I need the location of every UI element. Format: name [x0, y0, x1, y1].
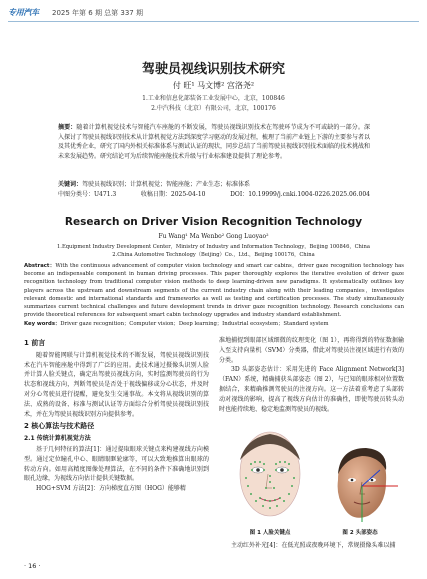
- figure-face-landmarks: [224, 424, 316, 524]
- affiliation-cn: 2.中汽科技（北京）有限公司，北京，100176: [151, 105, 276, 112]
- section-heading: 2 核心算法与技术路径: [24, 422, 95, 431]
- paragraph: 基于几何特征的算法[1]：通过提取眼球关键点来构建视线方向模型。通过定位瞳孔中心、眼睛眼眶轮廓等，可以大致地推算出眼球的转动方向。如用高精度图像处理算法，在不同的条件下准确地识别到眼孔边缘，为视线方向估计提供关键数据。: [24, 445, 209, 483]
- affiliation-en: 2.China Automotive Technology（Beijing）Co.，Ltd.，Beijing 100176，China: [112, 252, 315, 258]
- paragraph: 3D 头部姿态估计：采用先进的 Face Alignment Network[3]（FAN）系统，精确捕获头部姿态（图 2），与已知的眼球相对位置数据结合，来精确推测驾驶员的注视方向。这一方法着重考虑了头部转动对视线的影响，提高了视线方向估计的准确性，即使驾驶员转头动时也能持续地、稳定地监测驾驶员的视线。: [219, 366, 404, 413]
- abstract-cn-text: 随着计算机视觉技术与智能汽车座舱的不断发展，驾驶员视线识别技术在驾驶环节成为不可或缺的一部分。深入探讨了驾驶员视线识别技术从计算机视觉方法到深度学习驱动的发展过程，梳理了当前产业链上下游的主要参与者以及其优秀企业，研究了国内外相关标准体系与测试认证的现状，同步总结了当前驾驶员视线识别技术面临的技术挑战和未来发展趋势。研究结论可为后续智能座舱技术升级与行业标准建设提供了理论参考。: [58, 124, 371, 160]
- figure-head-pose: [318, 440, 402, 524]
- journal-logo: 专用汽车: [8, 8, 39, 17]
- paper-title-en: Research on Driver Vision Recognition Technology: [64, 216, 363, 228]
- paragraph: HOG+SVM 方法[2]：方向梯度直方图（HOG）能够精: [36, 485, 186, 493]
- affiliations-en: [0, 243, 427, 259]
- keywords-cn-text: 驾驶员视线识别；计算机视觉；智能座舱；产业生态；标准体系: [82, 181, 251, 188]
- article-meta-cn: [58, 190, 370, 199]
- paragraph: 随着智能网联与计算机视觉技术的不断发展，驾驶员视线识别技术在汽车智能座舱中得到了广泛的应用。此技术通过摄像头识别人脸并计算人脸关键点，确定出驾驶员视线方向，实时监测驾驶员的行为状态和视线方向，判断驾驶员是否处于视线偏移或分心状态，并及时对分心驾驶员进行提醒，避免发生交通事故。本文将从视线识别的算法、成熟的设备、标准与测试认证等方面综合分析驾驶员视线识别技术，并在为驾驶员视线识别方向提供参考。: [24, 351, 209, 418]
- section-heading: 1 前言: [24, 339, 46, 347]
- issue-info: 2025 年第 6 期 总第 337 期: [52, 9, 143, 17]
- keywords-en-label: Key words：: [24, 321, 61, 327]
- authors-cn: 付 旺¹ 马文博² 宫洛尧²: [172, 81, 255, 90]
- keywords-en: [24, 320, 404, 328]
- affiliations-cn: [0, 94, 427, 114]
- figure-2-caption: 图 2 头部姿态: [342, 530, 378, 536]
- page-number: · 16 ·: [24, 562, 41, 570]
- paragraph: 主动红外补光[4]：在低光照或夜晚环境下，常规摄像头难以捕: [231, 542, 396, 549]
- head-pose-illustration: [318, 440, 402, 524]
- clc-number: 中图分类号：U471.3: [58, 191, 117, 198]
- header-rule: [8, 21, 419, 22]
- keywords-cn: [58, 180, 370, 189]
- affiliation-cn: 1.工业和信息化部装备工业发展中心，北京，100846: [142, 95, 285, 102]
- figure-1-caption: 图 1 人脸关键点: [249, 530, 291, 536]
- abstract-en-text: With the continuous advancement of computer vision technology and smart car cabins，driver gaze recognition technology has become an indispensable component in human driving processes. This paper thoroughly explores the iterative evolution of driver gaze recognition technology from traditional computer vision methods to deep learning-driven new paradigms. It systematically outlines key players across the upstream and downstream segments of the current industry chain along with their leading companies，investigates relevant domestic and international standards and frameworks as well as testing and certification processes. The study simultaneously summarizes current technical challenges and future development trends in driver gaze recognition technology. Research conclusions can provide theoretical references for subsequent smart cabin technology upgrades and industry standard establishment.: [24, 263, 404, 319]
- body-right-column: [219, 336, 404, 414]
- keywords-en-text: Driver gaze recognition；Computer vision；Deep learning；Industrial ecosystem；Standard system: [60, 321, 329, 327]
- affiliation-en: 1.Equipment Industry Development Center，Ministry of Industry and Information Technology，Beijing 100846，China: [57, 244, 370, 250]
- abstract-cn: [58, 123, 370, 161]
- running-header: [8, 6, 419, 22]
- abstract-cn-label: 摘要：: [58, 124, 77, 131]
- paragraph: 准地捕捉到眼部区域细微的纹理变化（图 1），再将得到的特征数据输入至支持向量机（SVM）分类器，借此对驾驶员注视区域进行有效的分类。: [219, 337, 404, 364]
- subsection-heading: 2.1 传统计算机视觉方法: [24, 435, 91, 443]
- body-left-column: [24, 336, 209, 494]
- paper-title-cn: 驾驶员视线识别技术研究: [141, 62, 285, 77]
- abstract-en-label: Abstract：: [24, 263, 56, 269]
- authors-en: Fu Wang¹ Ma Wenbo² Gong Luoyao²: [158, 233, 269, 240]
- face-landmarks-illustration: [224, 424, 316, 524]
- keywords-cn-label: 关键词：: [58, 181, 83, 188]
- doi: DOI：10.19999/j.cnki.1004-0226.2025.06.004: [230, 191, 370, 198]
- received-date: 收稿日期：2025-04-10: [140, 191, 206, 198]
- abstract-en: [24, 262, 404, 319]
